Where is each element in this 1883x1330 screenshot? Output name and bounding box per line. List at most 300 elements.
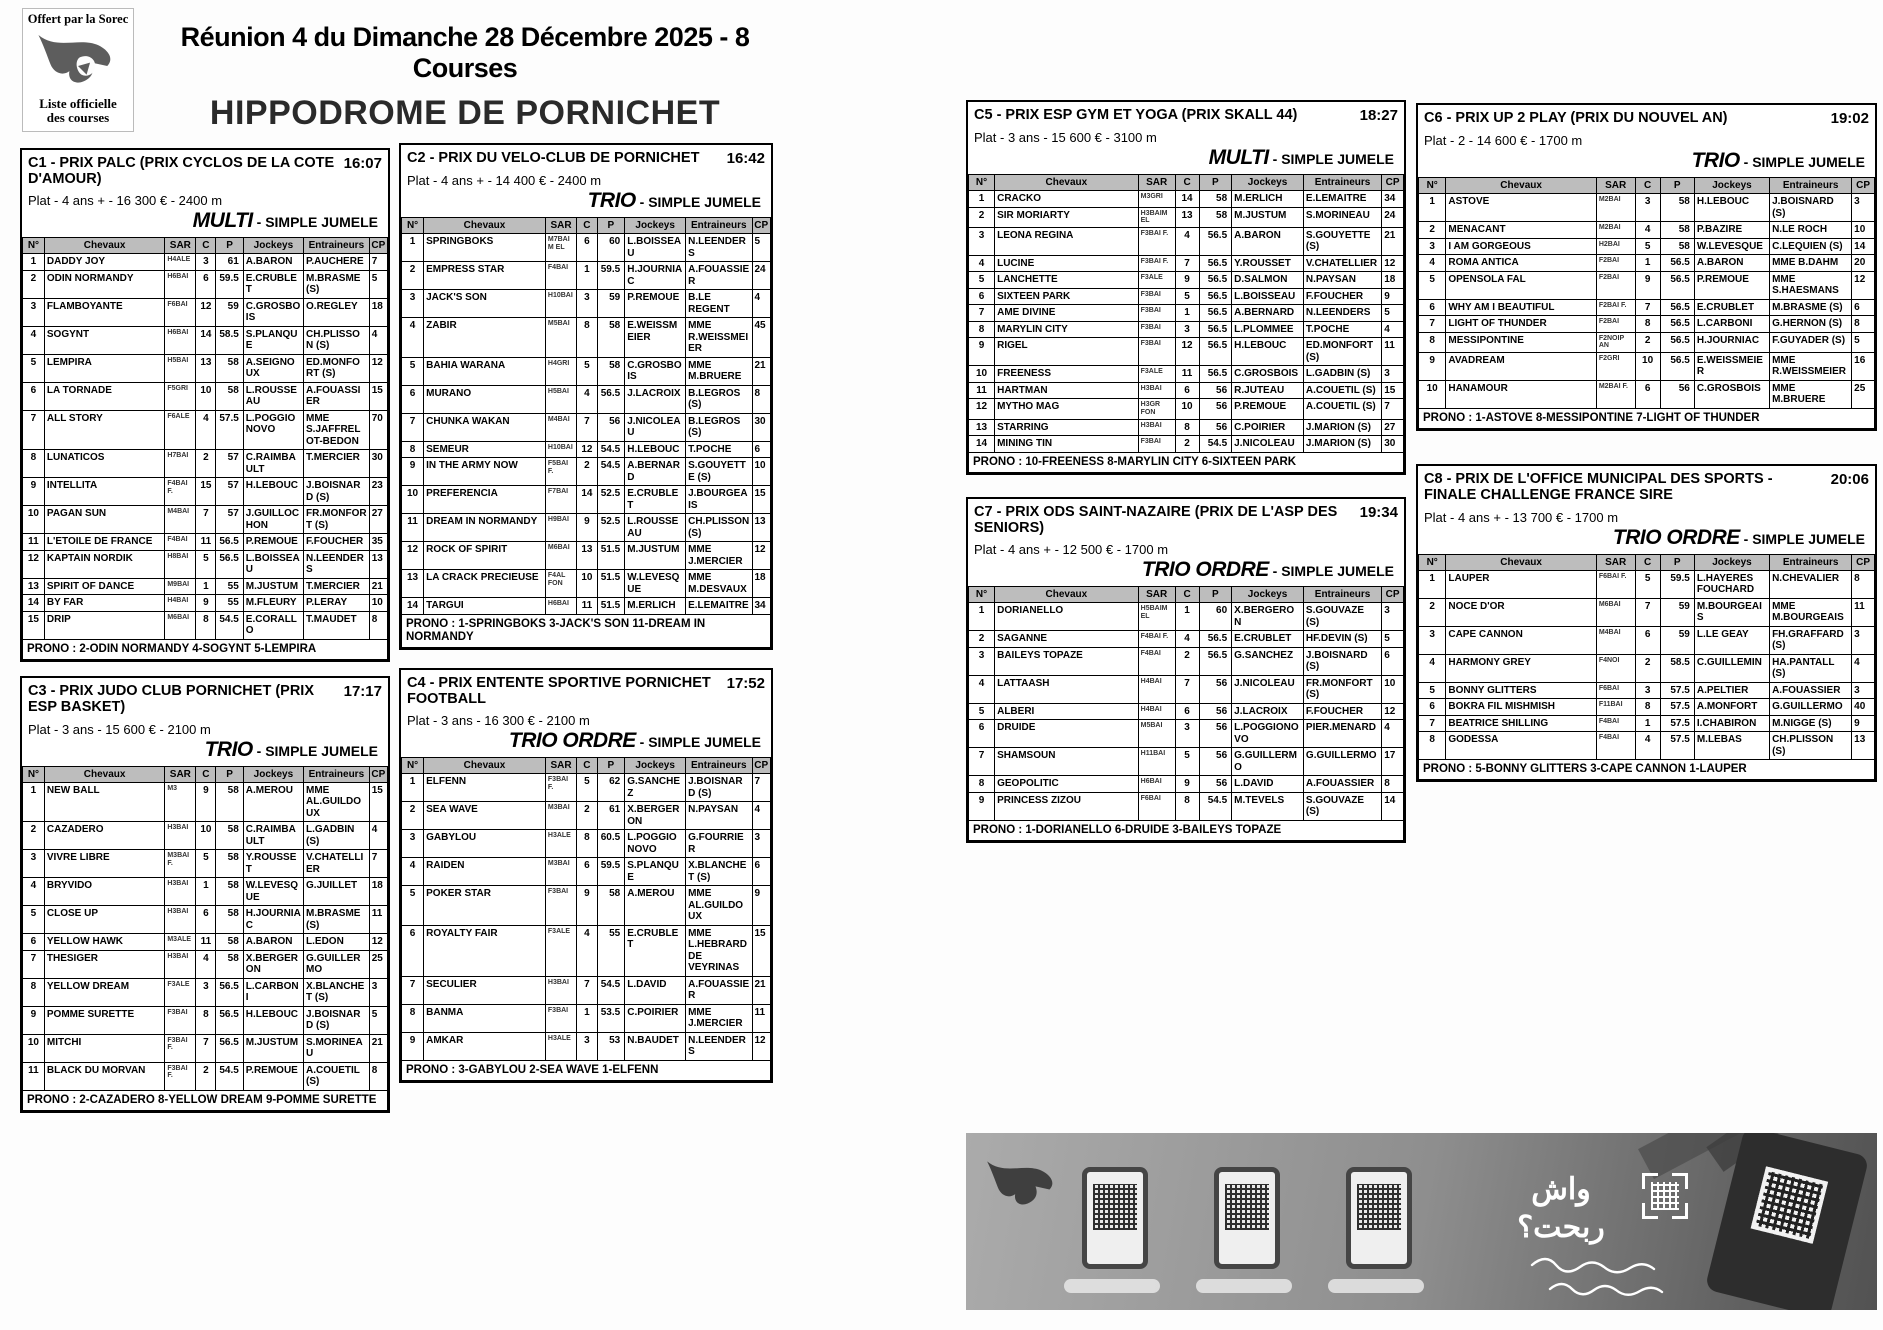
horse-row — [969, 792, 1404, 820]
horses-table — [1418, 177, 1875, 429]
horse-number-cell: 9 — [969, 338, 995, 366]
jockey-cell: P.REMOUE — [1232, 399, 1304, 419]
sar-cell: F6ALE — [165, 410, 196, 450]
horse-row — [969, 703, 1404, 720]
handwriting-graphic — [1526, 1251, 1756, 1303]
jockey-cell: H.LEBOUC — [1232, 338, 1304, 366]
jockey-cell: L.CARBONI — [243, 978, 303, 1006]
sar-cell: H10BAI — [545, 290, 576, 318]
c-cell: 3 — [577, 290, 597, 318]
p-cell: 58 — [1660, 238, 1694, 255]
horse-name-cell: ROCK OF SPIRIT — [424, 542, 546, 570]
horse-row — [23, 978, 388, 1006]
horse-number-cell: 2 — [969, 631, 995, 648]
p-cell: 56 — [1199, 382, 1232, 399]
c-cell: 9 — [196, 595, 216, 612]
race-title: C1 - PRIX PALC (PRIX CYCLOS DE LA COTE D'AMOUR) — [28, 155, 335, 188]
horse-row — [1419, 299, 1875, 316]
c-cell: 14 — [577, 486, 597, 514]
horse-name-cell: RIGEL — [995, 338, 1139, 366]
cp-cell: 9 — [1852, 715, 1875, 732]
sar-cell: F3BAI — [545, 1004, 576, 1032]
jockey-cell: W.LEVESQUE — [1694, 238, 1769, 255]
c-cell: 1 — [196, 878, 216, 906]
bet-sub-label: - SIMPLE JUMELE — [1268, 151, 1394, 167]
horse-row — [23, 850, 388, 878]
trainer-cell: N.LEENDERS — [304, 550, 370, 578]
p-cell: 52.5 — [597, 514, 625, 542]
column-header: SAR — [545, 218, 576, 234]
c-cell: 8 — [1635, 699, 1660, 716]
horse-name-cell: PAGAN SUN — [44, 506, 164, 534]
sar-cell: F3BAI F. — [165, 1062, 196, 1090]
cp-cell: 5 — [1382, 631, 1404, 648]
p-cell: 56.5 — [1199, 321, 1232, 338]
sar-cell: M7BAIM EL — [545, 234, 576, 262]
jockey-cell: S.PLANQUE — [243, 326, 303, 354]
jockey-cell: M.JUSTUM — [243, 1034, 303, 1062]
horse-name-cell: BLACK DU MORVAN — [44, 1062, 164, 1090]
c-cell: 7 — [196, 506, 216, 534]
cp-cell: 21 — [369, 1034, 387, 1062]
sar-cell: F6BAI — [165, 298, 196, 326]
jockey-cell: M.ERLICH — [625, 598, 686, 615]
jockey-cell: E.WEISSMEIER — [1694, 352, 1769, 380]
bet-main-label: TRIO — [587, 189, 636, 212]
sar-cell: F3ALE — [545, 925, 576, 976]
horse-name-cell: CLOSE UP — [44, 906, 164, 934]
cp-cell: 15 — [752, 486, 771, 514]
jockey-cell: M.JUSTUM — [625, 542, 686, 570]
horse-number-cell: 1 — [402, 774, 424, 802]
jockey-cell: M.JUSTUM — [1232, 207, 1304, 227]
column-header: Chevaux — [424, 758, 546, 774]
jockey-cell: L.CARBONI — [1694, 316, 1769, 333]
sar-cell: F2BAI — [1596, 271, 1635, 299]
trainer-cell: N.LE ROCH — [1770, 222, 1852, 239]
cp-cell: 18 — [752, 570, 771, 598]
bet-type-line — [968, 558, 1404, 584]
horse-number-cell: 2 — [1419, 222, 1446, 239]
sar-cell: H4BAI — [165, 595, 196, 612]
sar-cell: M3BAI — [545, 802, 576, 830]
trainer-cell: MME M.BRUERE — [1770, 380, 1852, 408]
race-time: 17:17 — [343, 683, 382, 701]
cp-cell: 20 — [1852, 255, 1875, 272]
jockey-cell: P.REMOUE — [243, 1062, 303, 1090]
jockey-cell: H.LEBOUC — [243, 1006, 303, 1034]
horse-row — [969, 436, 1404, 453]
cp-cell: 30 — [369, 450, 387, 478]
horse-name-cell: GABYLOU — [424, 830, 546, 858]
cp-cell: 10 — [369, 595, 387, 612]
horse-row — [23, 254, 388, 271]
p-cell: 56.5 — [1199, 647, 1232, 675]
sar-cell: H3BAI — [165, 906, 196, 934]
horse-row — [1419, 271, 1875, 299]
prono-text: PRONO : 2-CAZADERO 8-YELLOW DREAM 9-POMME SURETTE — [23, 1090, 388, 1110]
horse-name-cell: SIR MORIARTY — [995, 207, 1139, 227]
cp-cell: 12 — [369, 934, 387, 951]
c-cell: 2 — [577, 458, 597, 486]
cp-cell: 25 — [369, 950, 387, 978]
c-cell: 7 — [1635, 299, 1660, 316]
sar-cell: M5BAI — [1138, 720, 1175, 748]
jockey-cell: C.POIRIER — [1232, 419, 1304, 436]
hippodrome-title: HIPPODROME DE PORNICHET — [209, 94, 721, 132]
p-cell: 60 — [1199, 603, 1232, 631]
c-cell: 1 — [1175, 603, 1199, 631]
jockey-cell: G.SANCHEZ — [625, 774, 686, 802]
horse-row — [969, 748, 1404, 776]
horse-name-cell: AME DIVINE — [995, 305, 1139, 322]
horse-name-cell: SECULIER — [424, 976, 546, 1004]
horse-row — [402, 441, 771, 458]
p-cell: 56.5 — [1660, 299, 1694, 316]
prono-row — [1419, 408, 1875, 428]
jockey-cell: X.BERGERON — [625, 802, 686, 830]
trainer-cell: PIER.MENARD — [1303, 720, 1381, 748]
sar-cell: F4BAI — [1596, 715, 1635, 732]
horse-name-cell: HARMONY GREY — [1446, 654, 1596, 682]
column-header: Jockeys — [625, 758, 686, 774]
column-header: Chevaux — [995, 175, 1139, 191]
sar-cell: H11BAI — [1138, 748, 1175, 776]
column-header: CP — [752, 218, 771, 234]
horse-name-cell: LAUPER — [1446, 570, 1596, 598]
sar-cell: F3BAI F. — [545, 774, 576, 802]
jockey-cell: L.BOISSEAU — [625, 234, 686, 262]
jockey-cell: P.REMOUE — [1694, 271, 1769, 299]
c-cell: 1 — [1635, 255, 1660, 272]
sar-cell: H4GRI — [545, 357, 576, 385]
horse-row — [969, 382, 1404, 399]
column-header: Entraineurs — [686, 218, 752, 234]
horse-number-cell: 4 — [1419, 654, 1446, 682]
horse-number-cell: 4 — [23, 326, 45, 354]
p-cell: 58 — [1660, 194, 1694, 222]
jockey-cell: E.CRUBLET — [1232, 631, 1304, 648]
p-cell: 53 — [597, 1032, 625, 1060]
caption-pill — [1064, 1279, 1160, 1293]
sar-cell: F3BAI — [1138, 321, 1175, 338]
horse-row — [402, 542, 771, 570]
horse-number-cell: 2 — [23, 822, 45, 850]
trainer-cell: J.BOISNARD (S) — [304, 478, 370, 506]
c-cell: 8 — [1175, 792, 1199, 820]
horse-number-cell: 3 — [1419, 626, 1446, 654]
column-header: C — [196, 766, 216, 782]
horse-row — [1419, 316, 1875, 333]
sar-cell: M6BAI — [165, 611, 196, 639]
horse-row — [969, 338, 1404, 366]
jockey-cell: D.SALMON — [1232, 272, 1304, 289]
horse-number-cell: 10 — [969, 366, 995, 383]
race-title: C5 - PRIX ESP GYM ET YOGA (PRIX SKALL 44) — [974, 107, 1298, 123]
horse-name-cell: FLAMBOYANTE — [44, 298, 164, 326]
p-cell: 54.5 — [1199, 436, 1232, 453]
jockey-cell: X.BERGERON — [1232, 603, 1304, 631]
bet-type-line — [1418, 526, 1875, 552]
sar-cell: F3BAI — [165, 1006, 196, 1034]
p-cell: 51.5 — [597, 570, 625, 598]
cp-cell: 4 — [752, 290, 771, 318]
p-cell: 55 — [216, 578, 243, 595]
bet-sub-label: - SIMPLE JUMELE — [1268, 563, 1394, 580]
race-title: C4 - PRIX ENTENTE SPORTIVE PORNICHET FOOTBALL — [407, 674, 711, 708]
prono-text: PRONO : 10-FREENESS 8-MARYLIN CITY 6-SIXTEEN PARK — [969, 452, 1404, 472]
c-cell: 9 — [196, 782, 216, 822]
horse-number-cell: 8 — [23, 978, 45, 1006]
horse-row — [23, 506, 388, 534]
column-header: Jockeys — [1232, 175, 1304, 191]
trainer-cell: S.MORINEAU — [1303, 207, 1381, 227]
p-cell: 58 — [597, 886, 625, 926]
sar-cell: F2NOIP AN — [1596, 332, 1635, 352]
horse-row — [1419, 626, 1875, 654]
horse-number-cell: 2 — [969, 207, 995, 227]
column-header: N° — [1419, 178, 1446, 194]
horse-name-cell: AMKAR — [424, 1032, 546, 1060]
bet-type-line — [401, 729, 771, 755]
trainer-cell: MME J.MERCIER — [686, 542, 752, 570]
cp-cell: 12 — [1382, 703, 1404, 720]
horse-name-cell: IN THE ARMY NOW — [424, 458, 546, 486]
horse-name-cell: WHY AM I BEAUTIFUL — [1446, 299, 1596, 316]
horse-number-cell: 6 — [969, 720, 995, 748]
horse-number-cell: 6 — [402, 385, 424, 413]
horse-name-cell: NOCE D'OR — [1446, 598, 1596, 626]
column-header: Jockeys — [1694, 178, 1769, 194]
horse-number-cell: 9 — [23, 1006, 45, 1034]
jockey-cell: C.GROSBOIS — [1694, 380, 1769, 408]
race-card-c3 — [20, 676, 390, 1113]
cp-cell: 8 — [1382, 776, 1404, 793]
sar-cell: H9BAI — [545, 514, 576, 542]
cp-cell: 24 — [752, 262, 771, 290]
horse-row — [23, 595, 388, 612]
p-cell: 54.5 — [1199, 792, 1232, 820]
race-card-c8 — [1416, 464, 1877, 782]
race-time: 18:27 — [1359, 107, 1398, 124]
p-cell: 61 — [597, 802, 625, 830]
column-header: N° — [23, 766, 45, 782]
horses-table — [1418, 554, 1875, 781]
sar-cell: F4BAI — [545, 262, 576, 290]
horse-number-cell: 4 — [23, 878, 45, 906]
horse-row — [1419, 598, 1875, 626]
horse-row — [23, 410, 388, 450]
trainer-cell: MME J.MERCIER — [686, 1004, 752, 1032]
horse-number-cell: 11 — [969, 382, 995, 399]
sar-cell: H6BAI — [165, 326, 196, 354]
qr-scan-icon — [1642, 1173, 1688, 1219]
horse-name-cell: YELLOW HAWK — [44, 934, 164, 951]
c-cell: 5 — [1175, 748, 1199, 776]
c-cell: 7 — [1635, 598, 1660, 626]
cp-cell: 10 — [1382, 675, 1404, 703]
c-cell: 6 — [1635, 380, 1660, 408]
sar-cell: H3BAIM EL — [1138, 207, 1175, 227]
cp-cell: 6 — [1852, 299, 1875, 316]
cp-cell: 40 — [1852, 699, 1875, 716]
race-card-header — [1418, 466, 1875, 503]
phone-ticket-icon — [1214, 1167, 1280, 1269]
trainer-cell: J.BOISNARD (S) — [1303, 647, 1381, 675]
horse-name-cell: BOKRA FIL MISHMISH — [1446, 699, 1596, 716]
sar-cell: M2BAI — [1596, 222, 1635, 239]
sar-cell: F4BAI — [165, 534, 196, 551]
trainer-cell: A.COUETIL (S) — [1303, 399, 1381, 419]
horse-name-cell: CAPE CANNON — [1446, 626, 1596, 654]
c-cell: 3 — [1175, 720, 1199, 748]
horse-number-cell: 4 — [402, 858, 424, 886]
horse-row — [402, 858, 771, 886]
horse-row — [1419, 570, 1875, 598]
trainer-cell: J.BOISNARD (S) — [304, 1006, 370, 1034]
column-header: Chevaux — [44, 238, 164, 254]
trainer-cell: M.BRASME (S) — [304, 270, 370, 298]
horse-number-cell: 9 — [1419, 352, 1446, 380]
trainer-cell: F.FOUCHER — [304, 534, 370, 551]
c-cell: 4 — [196, 950, 216, 978]
sar-cell: M3 — [165, 782, 196, 822]
column-header: Chevaux — [44, 766, 164, 782]
trainer-cell: HF.DEVIN (S) — [1303, 631, 1381, 648]
c-cell: 4 — [196, 410, 216, 450]
horse-name-cell: SEMEUR — [424, 441, 546, 458]
cp-cell: 30 — [1382, 436, 1404, 453]
column-header: CP — [752, 758, 771, 774]
horse-number-cell: 8 — [1419, 332, 1446, 352]
trainer-cell: MME B.DAHM — [1770, 255, 1852, 272]
horse-row — [1419, 255, 1875, 272]
c-cell: 10 — [1635, 352, 1660, 380]
sar-cell: F4BAI — [1596, 732, 1635, 760]
horse-number-cell: 4 — [402, 318, 424, 358]
bet-type-line — [1418, 149, 1875, 175]
race-conditions: Plat - 4 ans + - 12 500 € - 1700 m — [974, 542, 1169, 558]
p-cell: 56.5 — [1660, 255, 1694, 272]
c-cell: 3 — [1635, 682, 1660, 699]
cp-cell: 3 — [1382, 603, 1404, 631]
horse-row — [402, 318, 771, 358]
horse-name-cell: THESIGER — [44, 950, 164, 978]
horse-name-cell: DRIP — [44, 611, 164, 639]
cp-cell: 12 — [1382, 255, 1404, 272]
sorec-arrow-icon — [35, 28, 121, 92]
table-header-row — [402, 758, 771, 774]
p-cell: 57.5 — [1660, 732, 1694, 760]
cp-cell: 34 — [752, 598, 771, 615]
cp-cell: 11 — [1382, 338, 1404, 366]
column-header: Entraineurs — [1770, 178, 1852, 194]
cp-cell: 24 — [1382, 207, 1404, 227]
cp-cell: 6 — [752, 858, 771, 886]
c-cell: 10 — [196, 382, 216, 410]
horse-number-cell: 11 — [402, 514, 424, 542]
sar-cell: F3BAI — [545, 886, 576, 926]
trainer-cell: B.LEGROS (S) — [686, 413, 752, 441]
jockey-cell: A.PELTIER — [1694, 682, 1769, 699]
p-cell: 59 — [1660, 598, 1694, 626]
horses-table — [968, 174, 1404, 473]
cp-cell: 3 — [1852, 194, 1875, 222]
column-header: Entraineurs — [1770, 554, 1852, 570]
sar-cell: M3GRI — [1138, 191, 1175, 208]
jockey-cell: J.NICOLEAU — [1232, 436, 1304, 453]
trainer-cell: S.GOUYETTE (S) — [686, 458, 752, 486]
cp-cell: 3 — [369, 978, 387, 1006]
bet-sub-label: - SIMPLE JUMELE — [252, 214, 378, 231]
table-header-row — [1419, 554, 1875, 570]
sar-cell: M4BAI — [1596, 626, 1635, 654]
p-cell: 57 — [216, 478, 243, 506]
c-cell: 11 — [196, 534, 216, 551]
jockey-cell: L.BOISSEAU — [1232, 288, 1304, 305]
p-cell: 57.5 — [1660, 715, 1694, 732]
trainer-cell: G.GUILLERMO — [1770, 699, 1852, 716]
p-cell: 56.5 — [1199, 366, 1232, 383]
cp-cell: 21 — [1382, 227, 1404, 255]
jockey-cell: C.GUILLEMIN — [1694, 654, 1769, 682]
horse-name-cell: LIGHT OF THUNDER — [1446, 316, 1596, 333]
c-cell: 2 — [1175, 436, 1199, 453]
horse-row — [1419, 222, 1875, 239]
masthead — [145, 22, 785, 133]
sar-cell: M4BAI — [545, 413, 576, 441]
jockey-cell: H.LEBOUC — [1694, 194, 1769, 222]
column-header: Entraineurs — [1303, 175, 1381, 191]
c-cell: 4 — [1635, 222, 1660, 239]
trainer-cell: G.GUILLERMO — [1303, 748, 1381, 776]
jockey-cell: A.MEROU — [243, 782, 303, 822]
column-header: Chevaux — [1446, 554, 1596, 570]
horse-name-cell: MESSIPONTINE — [1446, 332, 1596, 352]
jockey-cell: S.PLANQUE — [625, 858, 686, 886]
p-cell: 56.5 — [1660, 271, 1694, 299]
sar-cell: M4BAI — [165, 506, 196, 534]
jockey-cell: C.RAIMBAULT — [243, 822, 303, 850]
c-cell: 2 — [577, 802, 597, 830]
trainer-cell: MME AL.GUILDOUX — [304, 782, 370, 822]
p-cell: 59 — [597, 290, 625, 318]
sar-cell: F4BAI F. — [1138, 631, 1175, 648]
jockey-cell: L.POGGIONOVO — [625, 830, 686, 858]
horse-number-cell: 13 — [23, 578, 45, 595]
trainer-cell: A.FOUASSIER — [1303, 776, 1381, 793]
trainer-cell: T.MERCIER — [304, 450, 370, 478]
column-header: N° — [1419, 554, 1446, 570]
cp-cell: 8 — [752, 385, 771, 413]
jockey-cell: C.GROSBOIS — [625, 357, 686, 385]
sar-cell: F2BAI — [1596, 316, 1635, 333]
jockey-cell: A.SEIGNOUX — [243, 354, 303, 382]
sar-cell: H6BAI — [165, 270, 196, 298]
race-conditions: Plat - 3 ans - 16 300 € - 2100 m — [407, 713, 590, 729]
column-header: P — [216, 766, 243, 782]
p-cell: 56.5 — [216, 1006, 243, 1034]
logo-caption-line1: Liste officielle — [39, 96, 117, 111]
prono-text: PRONO : 1-ASTOVE 8-MESSIPONTINE 7-LIGHT OF THUNDER — [1419, 408, 1875, 428]
horse-name-cell: MENACANT — [1446, 222, 1596, 239]
jockey-cell: L.DAVID — [1232, 776, 1304, 793]
horse-row — [1419, 732, 1875, 760]
table-header-row — [969, 175, 1404, 191]
cp-cell: 5 — [369, 1006, 387, 1034]
trainer-cell: B.LE REGENT — [686, 290, 752, 318]
horse-number-cell: 5 — [1419, 271, 1446, 299]
